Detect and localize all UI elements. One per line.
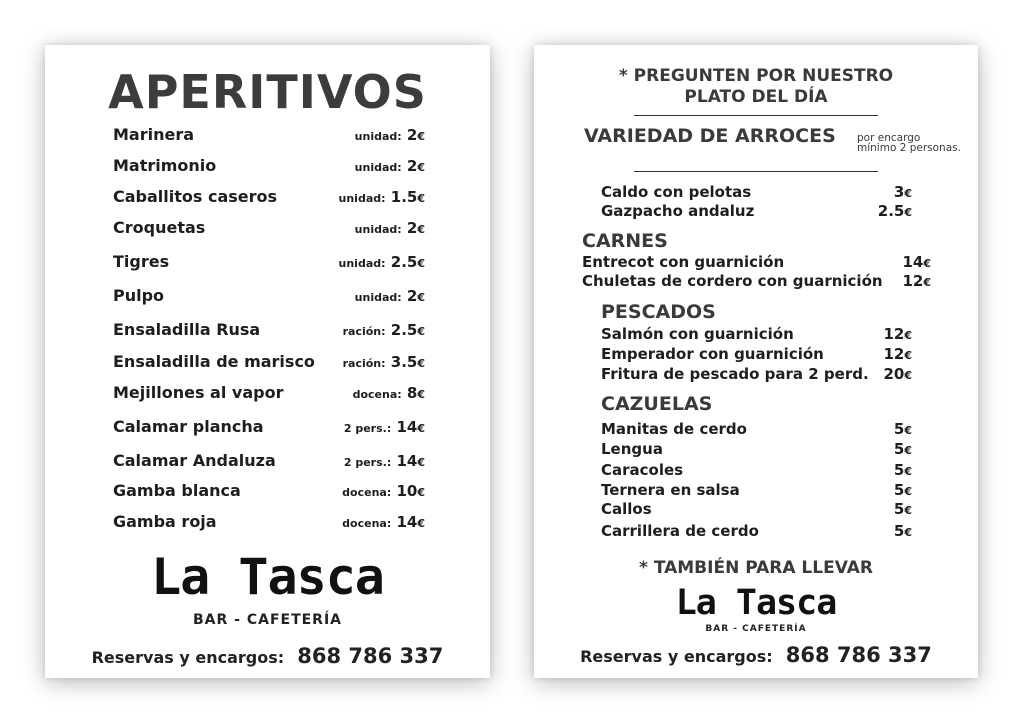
brand-subtitle: BAR - CAFETERÍA [192,612,343,628]
item-price [342,482,425,500]
item-price-value: 2.5 [877,202,905,220]
item-currency: € [417,456,425,469]
list-item [113,320,425,344]
item-price-value: 14 [902,253,924,271]
item-name: Ternera en salsa [601,481,740,499]
list-item [113,352,425,376]
item-price [355,287,425,305]
item-price-value: 5 [893,461,905,479]
item-price-value: 12 [902,272,924,290]
item-currency: € [904,349,912,362]
list-item [601,500,912,520]
divider [634,115,878,116]
item-name: Ensaladilla Rusa [113,320,261,339]
list-item [113,125,425,149]
item-name: Caldo con pelotas [601,183,752,201]
list-item [113,218,425,242]
brand-logo: La Tasca [675,583,837,623]
item-unit: ración: [342,357,386,370]
item-name: Ensaladilla de marisco [113,352,315,371]
daily-dish-line-1: * PREGUNTEN POR NUESTRO [618,66,894,86]
item-price [902,272,931,290]
item-name: Mejillones al vapor [113,383,284,402]
item-unit: docena: [352,388,402,401]
item-name: Marinera [113,125,195,144]
list-item [601,325,912,345]
list-item [113,481,425,505]
list-item [601,420,912,440]
reservations-label: Reservas y encargos: [580,647,773,666]
platos-menu-sheet [534,45,978,678]
item-price [355,126,425,144]
brand-subtitle: BAR - CAFETERÍA [705,624,807,634]
item-unit: unidad: [354,291,402,304]
item-currency: € [904,526,912,539]
reservations-line [534,643,978,667]
item-price-value: 2.5 [390,253,418,271]
item-price-value: 5 [893,481,905,499]
item-price-value: 12 [883,325,905,343]
item-currency: € [904,329,912,342]
item-name: Entrecot con guarnición [582,253,785,271]
item-name: Pulpo [113,286,165,305]
item-name: Calamar Andaluza [113,451,276,470]
item-currency: € [417,517,425,530]
item-name: Salmón con guarnición [601,325,794,343]
item-price-value: 20 [883,365,905,383]
item-name: Lengua [601,440,663,458]
item-currency: € [417,257,425,270]
item-price [342,513,425,531]
item-name: Croquetas [113,218,206,237]
item-price [894,461,912,479]
list-item [601,345,912,365]
arroces-header [584,125,961,154]
item-name: Caracoles [601,461,684,479]
item-price-value: 12 [883,345,905,363]
item-currency: € [904,444,912,457]
item-name: Manitas de cerdo [601,420,747,438]
list-item [601,183,912,203]
item-unit: ración: [342,325,386,338]
item-name: Gamba blanca [113,481,241,500]
carnes-title: CARNES [582,230,668,252]
item-unit: 2 pers.: [343,456,392,469]
list-item [601,461,912,481]
item-currency: € [904,369,912,382]
arroces-note [857,133,961,153]
item-name: Emperador con guarnición [601,345,824,363]
item-currency: € [417,357,425,370]
item-currency: € [417,291,425,304]
item-currency: € [417,422,425,435]
item-name: Gazpacho andaluz [601,202,755,220]
item-unit: unidad: [338,192,386,205]
item-price [894,420,912,438]
list-item [113,451,425,475]
item-price-value: 5 [893,522,905,540]
list-item [601,202,912,222]
list-item [113,187,425,211]
takeaway-notice: * TAMBIÉN PARA LLEVAR [639,558,873,578]
list-item [113,417,425,441]
item-price [894,440,912,458]
item-price [344,452,425,470]
item-price [355,157,425,175]
item-price [339,253,425,271]
item-unit: docena: [342,517,392,530]
list-item [601,365,912,385]
item-name: Tigres [113,252,170,271]
item-price-value: 2.5 [390,321,418,339]
item-currency: € [417,130,425,143]
item-unit: 2 pers.: [343,422,392,435]
item-price [355,219,425,237]
item-price-value: 14 [396,452,418,470]
item-currency: € [417,161,425,174]
cazuelas-title: CAZUELAS [601,393,713,415]
list-item [601,440,912,460]
item-price [878,202,912,220]
item-name: Fritura de pescado para 2 perd. [601,365,869,383]
arroces-note-line-1: por encargo [857,132,921,144]
reservations-label: Reservas y encargos: [91,648,285,667]
item-price-value: 8 [406,384,418,402]
list-item [113,383,425,407]
item-name: Matrimonio [113,156,217,175]
item-name: Caballitos caseros [113,187,278,206]
arroces-note-line-2: mínimo 2 personas. [857,142,961,154]
item-price-value: 2 [406,219,418,237]
aperitivos-menu-sheet [45,45,490,678]
item-price [902,253,931,271]
item-currency: € [904,465,912,478]
item-price [894,522,912,540]
arroces-title: VARIEDAD DE ARROCES [584,125,836,147]
item-unit: docena: [342,486,392,499]
phone-number: 868 786 337 [297,644,444,668]
phone-number: 868 786 337 [785,643,932,667]
item-price-value: 3.5 [390,353,418,371]
item-price-value: 5 [893,440,905,458]
list-item [113,286,425,310]
daily-dish-notice [534,66,978,108]
daily-dish-line-2: PLATO DEL DÍA [684,87,828,107]
item-currency: € [417,223,425,236]
item-currency: € [904,424,912,437]
item-currency: € [904,187,912,200]
item-currency: € [417,486,425,499]
item-price [339,188,425,206]
item-price-value: 3 [893,183,905,201]
item-price-value: 2 [406,287,418,305]
item-price [883,345,912,363]
item-unit: unidad: [354,161,402,174]
item-price [343,353,425,371]
item-currency: € [417,325,425,338]
item-price-value: 2 [406,126,418,144]
item-name: Callos [601,500,652,518]
item-currency: € [923,276,931,289]
item-price [343,321,425,339]
item-currency: € [417,388,425,401]
item-currency: € [904,504,912,517]
brand-logo: La Tasca [151,548,384,606]
item-currency: € [904,206,912,219]
item-price-value: 10 [396,482,418,500]
item-price-value: 14 [396,513,418,531]
item-currency: € [923,257,931,270]
item-price [883,325,912,343]
pescados-title: PESCADOS [601,301,716,323]
list-item [582,253,931,273]
list-item [113,512,425,536]
item-price [894,500,912,518]
item-price [883,365,912,383]
item-currency: € [904,485,912,498]
item-unit: unidad: [354,223,402,236]
item-price [353,384,425,402]
item-name: Chuletas de cordero con guarnición [582,272,883,290]
item-price-value: 1.5 [390,188,418,206]
list-item [601,481,912,501]
list-item [582,272,931,292]
divider [634,171,878,172]
item-price-value: 2 [406,157,418,175]
list-item [113,156,425,180]
item-unit: unidad: [354,130,402,143]
aperitivos-title: APERITIVOS [108,65,427,119]
item-price-value: 14 [396,418,418,436]
item-price [894,183,912,201]
item-name: Carrillera de cerdo [601,522,759,540]
item-price-value: 5 [893,420,905,438]
item-name: Calamar plancha [113,417,264,436]
list-item [113,252,425,276]
item-price [894,481,912,499]
list-item [601,522,912,542]
item-price [344,418,425,436]
item-currency: € [417,192,425,205]
reservations-line [45,644,490,668]
item-price-value: 5 [893,500,905,518]
item-unit: unidad: [338,257,386,270]
item-name: Gamba roja [113,512,217,531]
